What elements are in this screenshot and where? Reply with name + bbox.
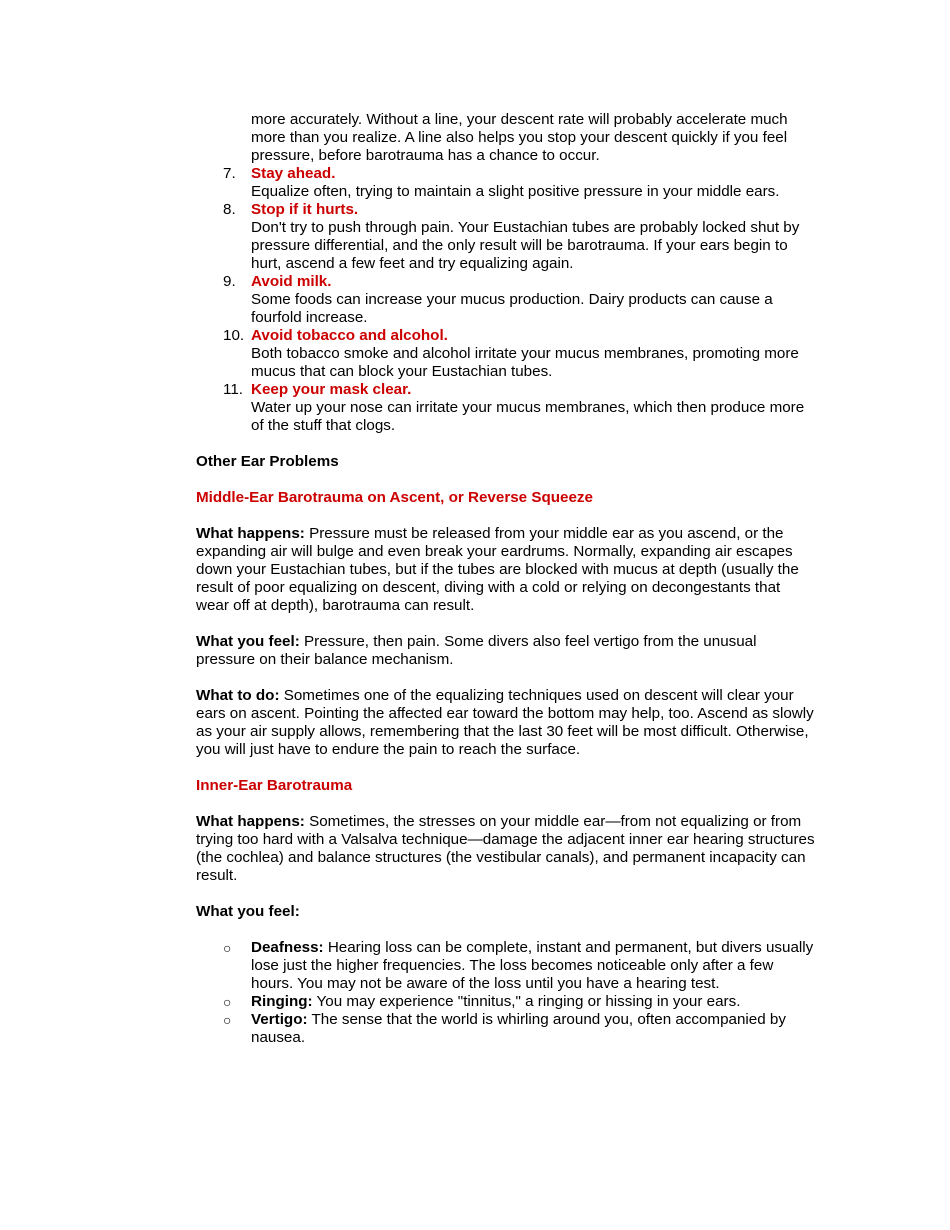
inner-what-you-feel: What you feel: — [196, 903, 300, 920]
tip-text: Some foods can increase your mucus production. Dairy products can cause a fourfold increase. — [251, 291, 773, 326]
symptom-label: Ringing: — [251, 993, 313, 1010]
document-page — [196, 111, 816, 1047]
tip-text: Both tobacco smoke and alcohol irritate your mucus membranes, promoting more mucus that can block your Eustachian tubes. — [251, 345, 799, 380]
body-text: Pressure must be released from your middle ear as you ascend, or the expanding air will bulge and even break your eardrums. Normally, expanding air escapes down your Eustachian tubes, but if the tubes are blocked with mucus at depth (usually the result of poor equalizing on descent, diving with a cold or relying on decongestants that wear off at depth), barotrauma can result. — [196, 525, 799, 614]
intro-continuation: more accurately. Without a line, your descent rate will probably accelerate much more than you realize. A line also helps you stop your descent quickly if you feel pressure, before barotrauma has a chance to occur. — [251, 111, 788, 164]
label: What you feel: — [196, 633, 300, 650]
list-item — [196, 201, 816, 273]
list-item — [196, 327, 816, 381]
symptom-text: You may experience "tinnitus," a ringing or hissing in your ears. — [312, 993, 741, 1010]
reverse-what-happens — [196, 525, 816, 615]
label: What to do: — [196, 687, 280, 704]
symptom-label: Vertigo: — [251, 1011, 308, 1028]
body-text: Sometimes one of the equalizing techniques used on descent will clear your ears on ascent. Pointing the affected ear toward the bottom may help, too. Ascend as slowly as your air supply allows, remembering that the last 30 feet will be most difficult. Otherwise, you will just have to endure the pain to reach the surface. — [196, 687, 814, 758]
list-item — [196, 381, 816, 435]
section-heading-other: Other Ear Problems — [196, 453, 339, 470]
list-item — [196, 273, 816, 327]
inner-what-happens — [196, 813, 816, 885]
symptom-text: The sense that the world is whirling around you, often accompanied by nausea. — [251, 1011, 786, 1046]
tip-title: Avoid tobacco and alcohol. — [251, 327, 448, 344]
list-item — [196, 1011, 816, 1047]
label: What happens: — [196, 525, 305, 542]
list-number: 11. — [223, 381, 243, 398]
subsection-heading-reverse: Middle-Ear Barotrauma on Ascent, or Reverse Squeeze — [196, 489, 593, 506]
label: What happens: — [196, 813, 305, 830]
list-number: 9. — [223, 273, 236, 290]
body-text: Pressure, then pain. Some divers also feel vertigo from the unusual pressure on their balance mechanism. — [196, 633, 757, 668]
list-number: 7. — [223, 165, 236, 182]
symptoms-list — [196, 939, 816, 1047]
list-item — [196, 939, 816, 993]
subsection-heading-inner: Inner-Ear Barotrauma — [196, 777, 353, 794]
tip-title: Stop if it hurts. — [251, 201, 359, 218]
symptom-label: Deafness: — [251, 939, 324, 956]
tip-text: Equalize often, trying to maintain a slight positive pressure in your middle ears. — [251, 183, 780, 200]
tip-title: Keep your mask clear. — [251, 381, 412, 398]
circle-bullet-icon: ○ — [223, 1012, 232, 1028]
list-item — [196, 993, 816, 1011]
reverse-what-you-feel — [196, 633, 816, 669]
tip-text: Water up your nose can irritate your mucus membranes, which then produce more of the stuff that clogs. — [251, 399, 805, 434]
list-number: 10. — [223, 327, 245, 344]
circle-bullet-icon: ○ — [223, 994, 232, 1010]
tip-title: Stay ahead. — [251, 165, 336, 182]
list-number: 8. — [223, 201, 236, 218]
tips-list — [196, 165, 816, 435]
tip-text: Don't try to push through pain. Your Eustachian tubes are probably locked shut by pressure differential, and the only result will be barotrauma. If your ears begin to hurt, ascend a few feet and try equalizing again. — [251, 219, 800, 272]
symptom-text: Hearing loss can be complete, instant and permanent, but divers usually lose just the higher frequencies. The loss becomes noticeable only after a few hours. You may not be aware of the loss until you have a hearing test. — [251, 939, 814, 992]
reverse-what-to-do — [196, 687, 816, 759]
tip-title: Avoid milk. — [251, 273, 332, 290]
circle-bullet-icon: ○ — [223, 940, 232, 956]
list-item — [196, 165, 816, 201]
body-text: Sometimes, the stresses on your middle ear—from not equalizing or from trying too hard with a Valsalva technique—damage the adjacent inner ear hearing structures (the cochlea) and balance structures (the vestibular canals), and permanent incapacity can result. — [196, 813, 815, 884]
